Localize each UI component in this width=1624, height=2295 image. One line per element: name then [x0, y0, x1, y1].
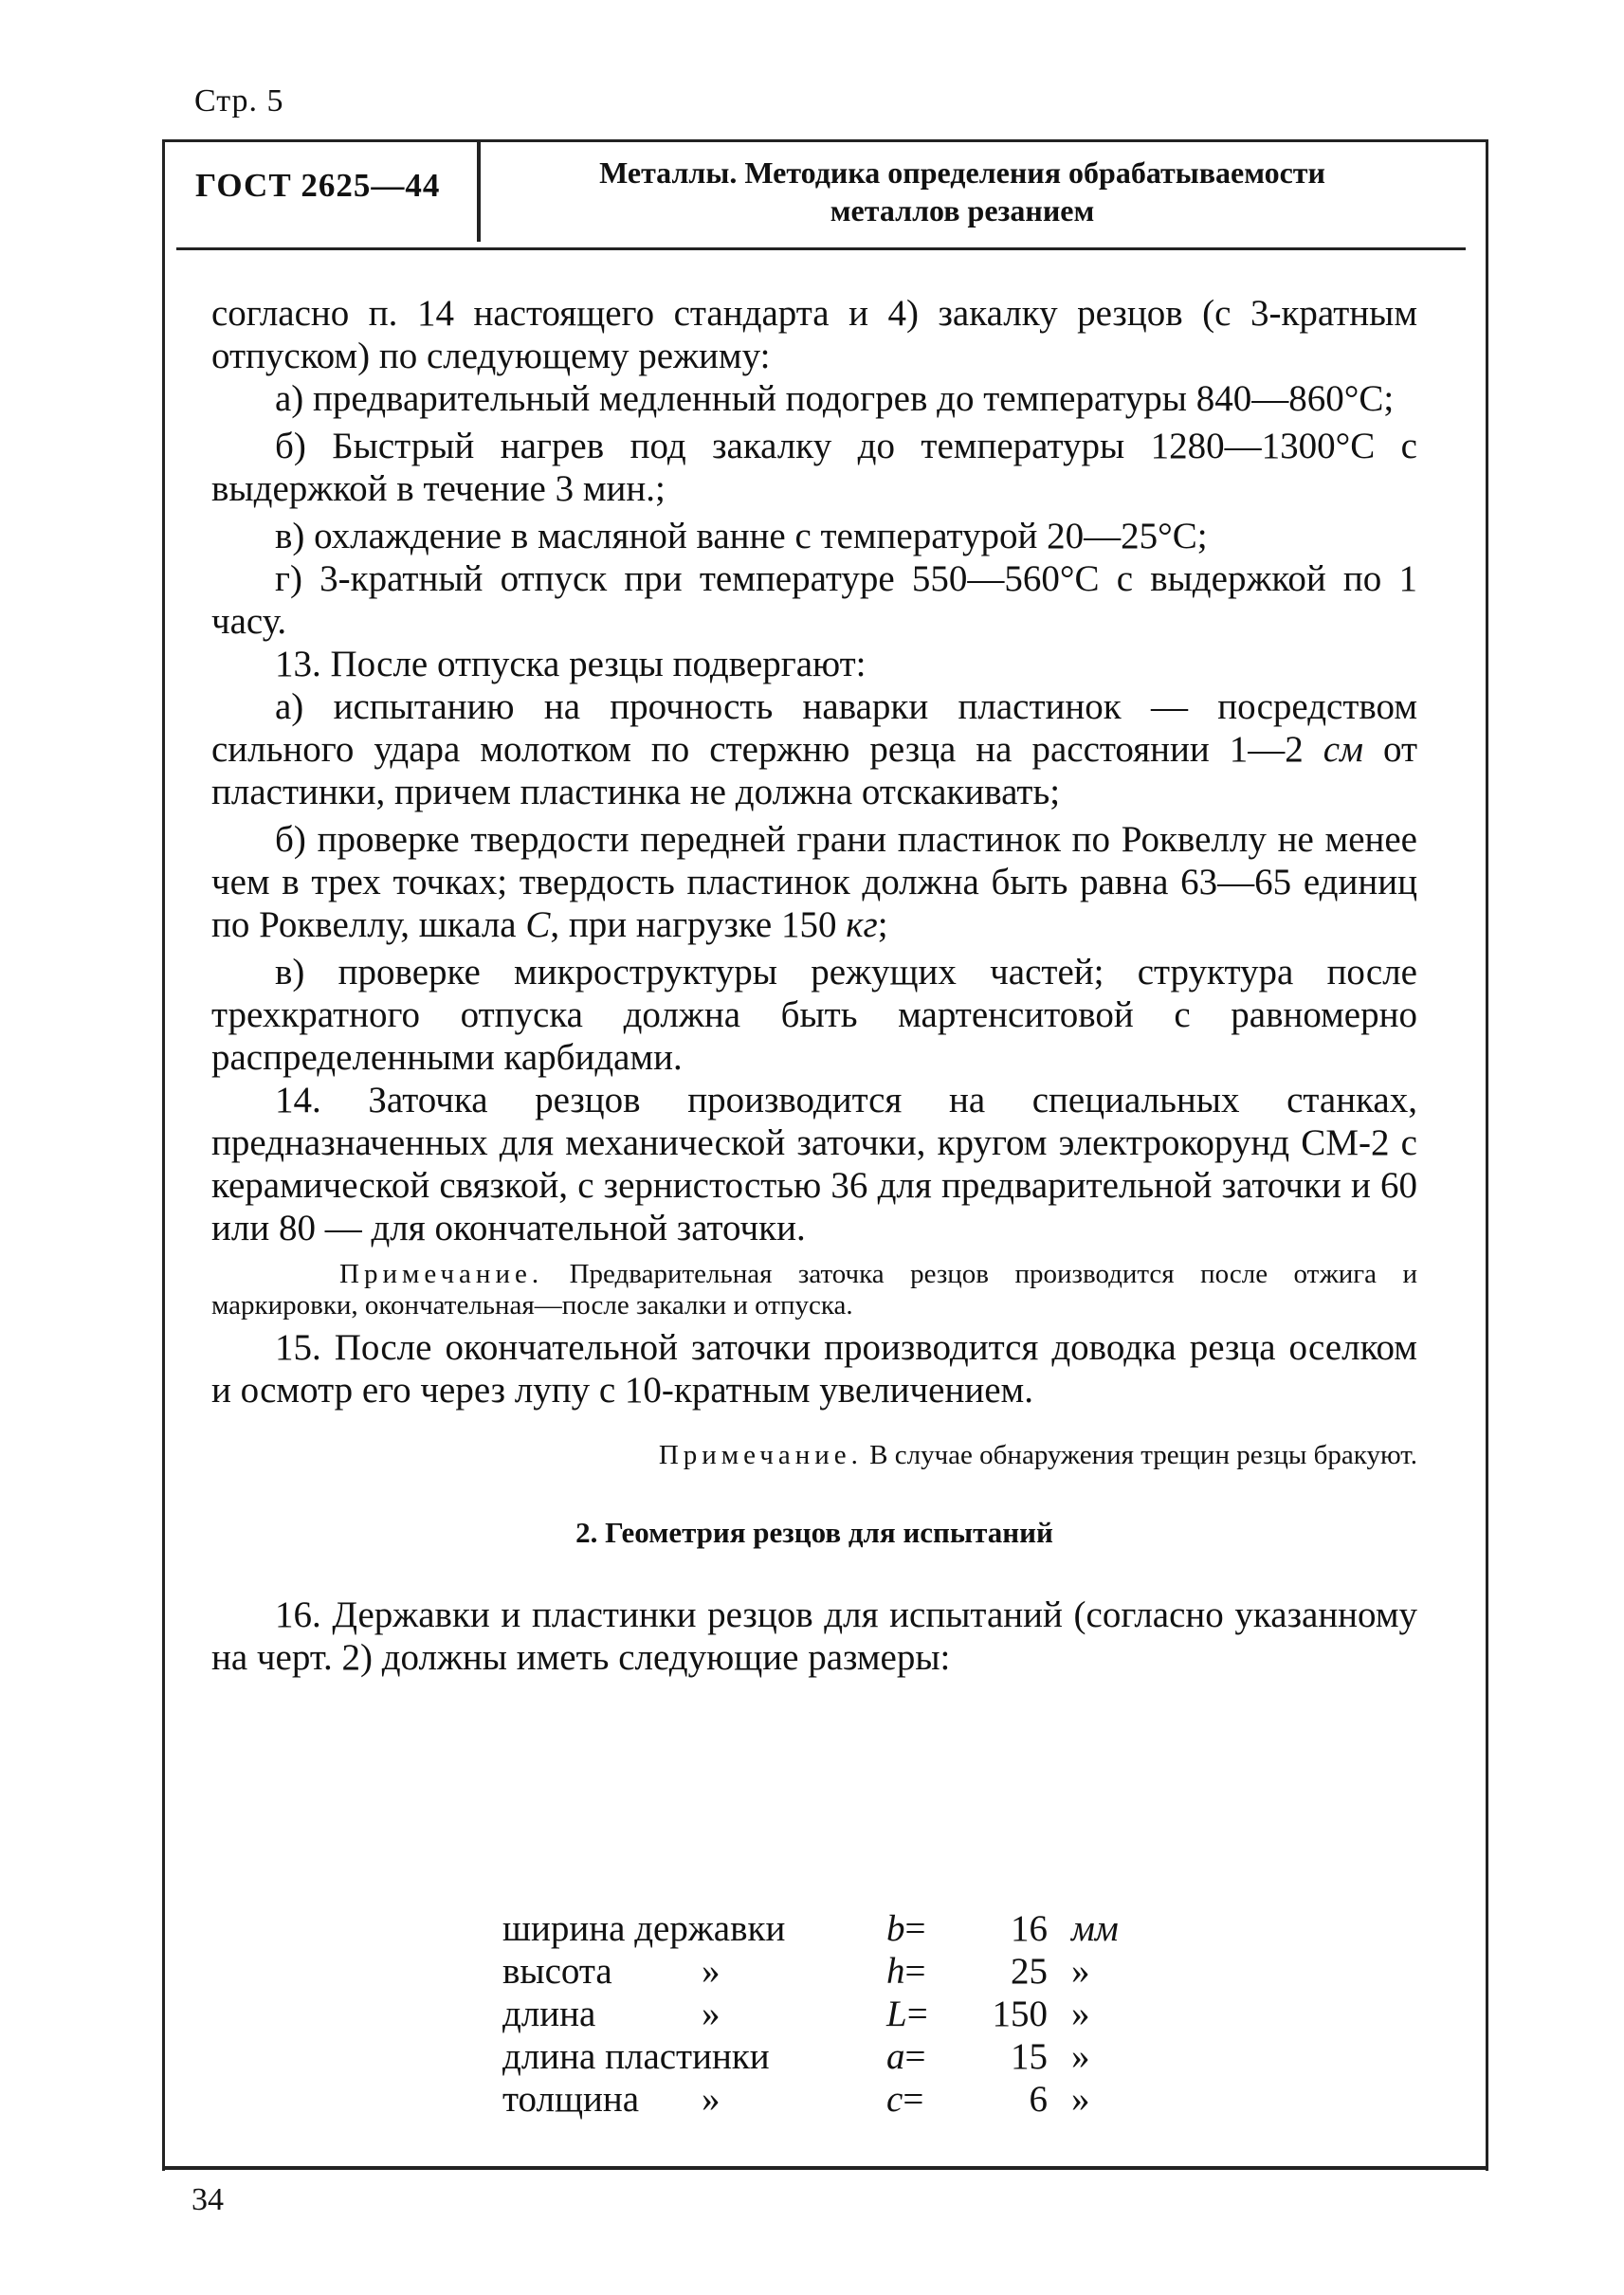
dim-eq: =	[904, 1951, 926, 1992]
dim-value: 15	[1011, 2036, 1048, 2077]
dim-ditto: »	[702, 1951, 721, 1992]
dim-name: длина	[502, 1994, 596, 2034]
standard-number: ГОСТ 2625—44	[195, 167, 441, 204]
dim-ditto: »	[702, 2079, 721, 2120]
dim-unit: »	[1071, 1951, 1090, 1992]
dim-value: 6	[1029, 2079, 1048, 2120]
document-title	[512, 154, 1413, 229]
dim-unit-text: мм	[1071, 1908, 1119, 1949]
header-rule	[176, 247, 1466, 250]
dim-symbol-letter: c	[886, 2079, 903, 2120]
dim-value: 25	[1011, 1951, 1048, 1992]
item-13a	[211, 685, 1417, 813]
dim-name: длина пластинки	[502, 2036, 770, 2077]
dim-symbol	[886, 2035, 926, 2078]
title-line-2: металлов резанием	[830, 193, 1095, 228]
dim-ditto: »	[702, 1994, 721, 2034]
dim-unit: »	[1071, 1994, 1090, 2034]
title-line-1: Металлы. Методика определения обрабатываемости	[599, 155, 1325, 190]
dim-symbol	[886, 2078, 924, 2121]
dim-eq: =	[904, 2036, 926, 2077]
paragraph-14: 14. Заточка резцов производится на специальных станках, предназначенных для механической заточки, кругом электрокорунд СМ-2 с керамической связкой, с зернистостью 36 для предварительной заточки и 60 или 80 — для окончательной заточки.	[211, 1080, 1417, 1248]
frame-bottom-rule	[162, 2166, 1486, 2170]
section-title: 2. Геометрия резцов для испытаний	[575, 1516, 1053, 1549]
note-1-text: Предварительная заточка резцов производится после отжига и маркировки, окончательная—после закалки и отпуска.	[211, 1259, 1418, 1321]
item-13a-text-2: от пластинки, причем пластинка не должна отскакивать;	[211, 729, 1418, 812]
paragraph-16: 16. Державки и пластинки резцов для испытаний (согласно указанному на черт. 2) должны иметь следующие размеры:	[211, 1594, 1417, 1678]
item-13b	[211, 818, 1417, 946]
dim-eq: =	[903, 2079, 924, 2120]
dim-unit	[1071, 1907, 1119, 1950]
dimension-row	[502, 2035, 1147, 2078]
dim-value: 150	[992, 1994, 1048, 2034]
item-13c: в) проверке микроструктуры режущих частей; структура после трехкратного отпуска должна быть мартенситовой с равномерно распределенными карбидами.	[211, 952, 1417, 1078]
item-12b: б) Быстрый нагрев под закалку до температуры 1280—1300°С с выдержкой в течение 3 мин.;	[211, 426, 1417, 509]
paragraph-continuation: согласно п. 14 настоящего стандарта и 4) закалку резцов (с 3-кратным отпуском) по следующему режиму:	[211, 293, 1417, 376]
item-12d: г) 3-кратный отпуск при температуре 550—560°С с выдержкой по 1 часу.	[211, 558, 1417, 642]
note-1-label: Примечание.	[339, 1259, 544, 1289]
note-2	[211, 1440, 1417, 1471]
note-1	[211, 1259, 1417, 1321]
dim-value: 16	[1011, 1908, 1048, 1949]
dim-symbol-letter: L	[886, 1994, 907, 2034]
item-13a-unit: см	[1323, 729, 1363, 770]
dim-name: высота	[502, 1951, 612, 1992]
item-13b-text-3: ;	[877, 904, 888, 945]
dim-symbol-letter: b	[886, 1908, 905, 1949]
page-number: 34	[192, 2182, 224, 2217]
dim-symbol-letter: a	[886, 2036, 905, 2077]
note-2-text: В случае обнаружения трещин резцы бракуют.	[869, 1440, 1417, 1470]
dimensions-table	[502, 1907, 1147, 2121]
item-13b-unit: кг	[846, 904, 878, 945]
dim-symbol	[886, 1907, 926, 1950]
dim-name: толщина	[502, 2079, 640, 2120]
dimension-row	[502, 1950, 1147, 1993]
dim-name: ширина державки	[502, 1908, 786, 1949]
dim-unit: »	[1071, 2036, 1090, 2077]
header-divider	[477, 139, 481, 242]
item-12a: а) предварительный медленный подогрев до температуры 840—860°С;	[275, 378, 1395, 419]
dim-symbol	[886, 1993, 928, 2035]
dim-symbol	[886, 1950, 926, 1993]
paragraph-13: 13. После отпуска резцы подвергают:	[275, 644, 867, 684]
item-13b-text-2: , при нагрузке 150	[550, 904, 837, 945]
note-2-label: Примечание.	[658, 1440, 863, 1470]
item-13b-text-1: б) проверке твердости передней грани пластинок по Роквеллу не менее чем в трех точках; твердость пластинок должна быть равна 63—65 единиц по Роквеллу, шкала	[211, 819, 1417, 945]
dim-eq: =	[904, 1908, 926, 1949]
dimension-row	[502, 1993, 1147, 2035]
dim-symbol-letter: h	[886, 1951, 905, 1992]
dimension-row	[502, 1907, 1147, 1950]
page-label: Стр. 5	[194, 83, 284, 118]
item-12c: в) охлаждение в масляной ванне с температурой 20—25°С;	[275, 516, 1208, 556]
dimension-row	[502, 2078, 1147, 2121]
dim-unit: »	[1071, 2079, 1090, 2120]
dim-eq: =	[906, 1994, 928, 2034]
body-text	[211, 292, 1417, 1679]
item-13b-scale: С	[525, 904, 551, 945]
paragraph-15: 15. После окончательной заточки производится доводка резца оселком и осмотр его через лупу с 10-кратным увеличением.	[211, 1327, 1417, 1411]
item-13a-text-1: а) испытанию на прочность наварки пластинок — посредством сильного удара молотком по стержню резца на расстоянии 1—2	[211, 686, 1417, 770]
